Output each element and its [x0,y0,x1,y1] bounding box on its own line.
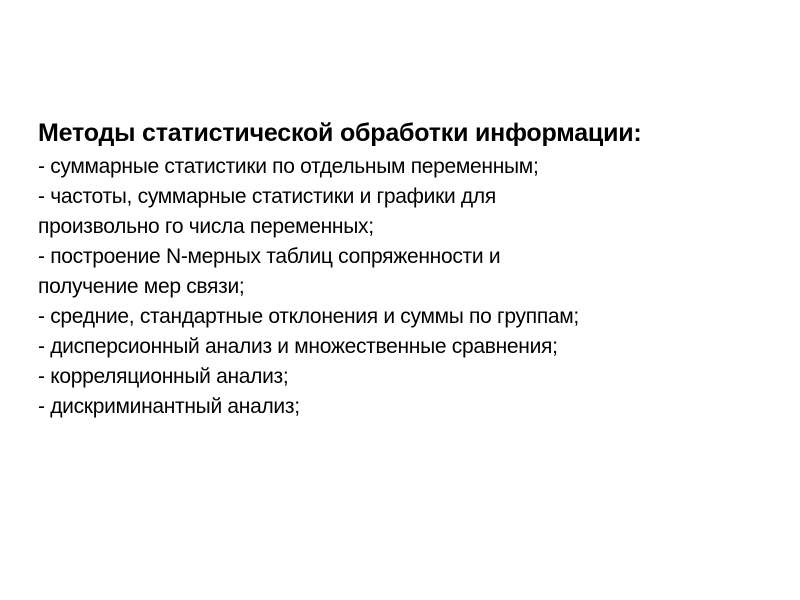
list-item: - частоты, суммарные статистики и графики для произвольно го числа переменных; [38,185,496,238]
list-item: - построение N-мерных таблиц сопряженности и получение мер связи; [38,245,501,298]
list-item: - средние, стандартные отклонения и суммы по группам; [38,305,579,328]
list-item: - дисперсионный анализ и множественные сравнения; [38,335,558,358]
methods-list [38,152,778,422]
list-item: - корреляционный анализ; [38,365,289,388]
slide-title: Методы статистической обработки информации: [38,119,642,147]
list-item: - суммарные статистики по отдельным переменным; [38,155,539,178]
list-item: - дискриминантный анализ; [38,395,300,418]
slide-content [38,116,778,422]
